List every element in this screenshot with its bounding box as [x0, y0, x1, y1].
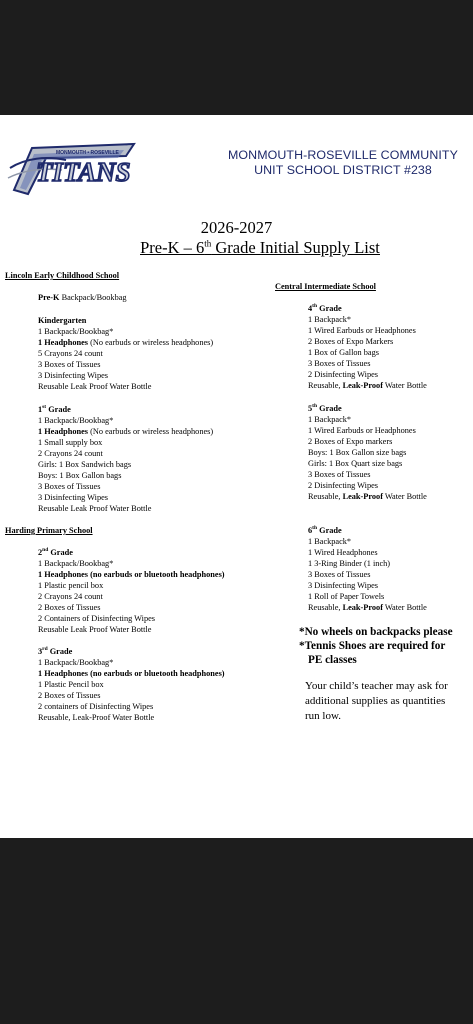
list-item: 3 Boxes of Tissues [38, 482, 101, 491]
list-item: 1 Wired Headphones [308, 548, 378, 557]
page-title: Pre-K – 6th Grade Initial Supply List [140, 238, 380, 257]
tennis-shoes-note: *Tennis Shoes are required for [299, 640, 446, 652]
list-item: 1 Box of Gallon bags [308, 348, 379, 357]
prek-line: Pre-K Backpack/Bookbag [38, 293, 127, 302]
kindergarten-heading: Kindergarten [38, 316, 87, 325]
list-item: 1 Backpack* [308, 537, 352, 546]
list-item: Reusable, Leak-Proof Water Bottle [308, 492, 427, 501]
list-item: 1 Headphones (No earbuds or wireless headphones) [38, 427, 214, 436]
list-item: 3 Boxes of Tissues [308, 359, 371, 368]
pe-classes-note: PE classes [308, 654, 357, 666]
list-item: Reusable Leak Proof Water Bottle [38, 504, 152, 513]
list-item: 3 Disinfecting Wipes [38, 371, 109, 380]
list-item: 1 Headphones (no earbuds or bluetooth headphones) [38, 669, 225, 678]
list-item: 1 Plastic pencil box [38, 581, 104, 590]
list-item: Reusable Leak Proof Water Bottle [38, 625, 152, 634]
list-item: 5 Crayons 24 count [38, 349, 103, 358]
grade-3-heading: 3rd Grade [38, 646, 73, 656]
harding-school-heading: Harding Primary School [5, 526, 93, 535]
list-item: Reusable, Leak-Proof Water Bottle [38, 713, 155, 722]
list-item: 1 Roll of Paper Towels [308, 592, 385, 601]
list-item: Boys: 1 Box Gallon bags [38, 471, 122, 480]
teacher-note-line-3: run low. [305, 710, 341, 722]
titans-logo [6, 138, 138, 198]
grade-5-heading: 5th Grade [308, 403, 342, 413]
list-item: 1 Headphones (no earbuds or bluetooth headphones) [38, 570, 225, 579]
list-item: 3 Boxes of Tissues [308, 470, 371, 479]
grade-1-heading: 1st Grade [38, 404, 71, 414]
list-item: 3 Boxes of Tissues [38, 360, 101, 369]
grade-4-heading: 4th Grade [308, 303, 342, 313]
logo-small-text: MONMOUTH • ROSEVILLE [56, 150, 119, 156]
list-item: 2 Crayons 24 count [38, 592, 103, 601]
list-item: 1 Backpack/Bookbag* [38, 327, 114, 336]
list-item: Reusable, Leak-Proof Water Bottle [308, 603, 427, 612]
district-line-1: MONMOUTH-ROSEVILLE COMMUNITY [228, 148, 458, 162]
list-item: 1 Plastic Pencil box [38, 680, 104, 689]
list-item: 2 Containers of Disinfecting Wipes [38, 614, 156, 623]
list-item: 2 containers of Disinfecting Wipes [38, 702, 154, 711]
no-wheels-note: *No wheels on backpacks please [299, 626, 453, 638]
list-item: 2 Disinfecting Wipes [308, 481, 379, 490]
lincoln-school-heading: Lincoln Early Childhood School [5, 271, 120, 280]
district-name [218, 148, 468, 178]
list-item: 1 Backpack/Bookbag* [38, 416, 114, 425]
list-item: 1 Wired Earbuds or Headphones [308, 326, 416, 335]
list-item: Boys: 1 Box Gallon size bags [308, 448, 407, 457]
list-item: 1 Headphones (No earbuds or wireless headphones) [38, 338, 214, 347]
teacher-note-line-2: additional supplies as quantities [305, 695, 446, 707]
list-item: 1 Small supply box [38, 438, 103, 447]
list-item: 2 Disinfecting Wipes [308, 370, 379, 379]
list-item: 1 Backpack* [308, 415, 352, 424]
school-year: 2026-2027 [200, 218, 273, 237]
list-item: Reusable Leak Proof Water Bottle [38, 382, 152, 391]
list-item: 1 Backpack/Bookbag* [38, 559, 114, 568]
list-item: 1 Wired Earbuds or Headphones [308, 426, 416, 435]
list-item: 2 Boxes of Expo markers [308, 437, 393, 446]
central-school-heading: Central Intermediate School [275, 282, 376, 291]
logo-text: TITANS [36, 157, 131, 187]
list-item: 2 Boxes of Expo Markers [308, 337, 394, 346]
list-item: 3 Disinfecting Wipes [38, 493, 109, 502]
list-item: Girls: 1 Box Quart size bags [308, 459, 403, 468]
list-item: Reusable, Leak-Proof Water Bottle [308, 381, 427, 390]
list-item: 1 Backpack/Bookbag* [38, 658, 114, 667]
grade-2-heading: 2nd Grade [38, 547, 73, 557]
list-item: 1 3-Ring Binder (1 inch) [308, 559, 391, 568]
list-item: 2 Crayons 24 count [38, 449, 103, 458]
list-item: 3 Disinfecting Wipes [308, 581, 379, 590]
teacher-note-line-1: Your child’s teacher may ask for [305, 680, 448, 692]
list-item: 1 Backpack* [308, 315, 352, 324]
grade-6-heading: 6th Grade [308, 525, 342, 535]
list-item: 3 Boxes of Tissues [308, 570, 371, 579]
list-item: 2 Boxes of Tissues [38, 691, 101, 700]
district-line-2: UNIT SCHOOL DISTRICT #238 [254, 163, 432, 177]
list-item: Girls: 1 Box Sandwich bags [38, 460, 132, 469]
list-item: 2 Boxes of Tissues [38, 603, 101, 612]
